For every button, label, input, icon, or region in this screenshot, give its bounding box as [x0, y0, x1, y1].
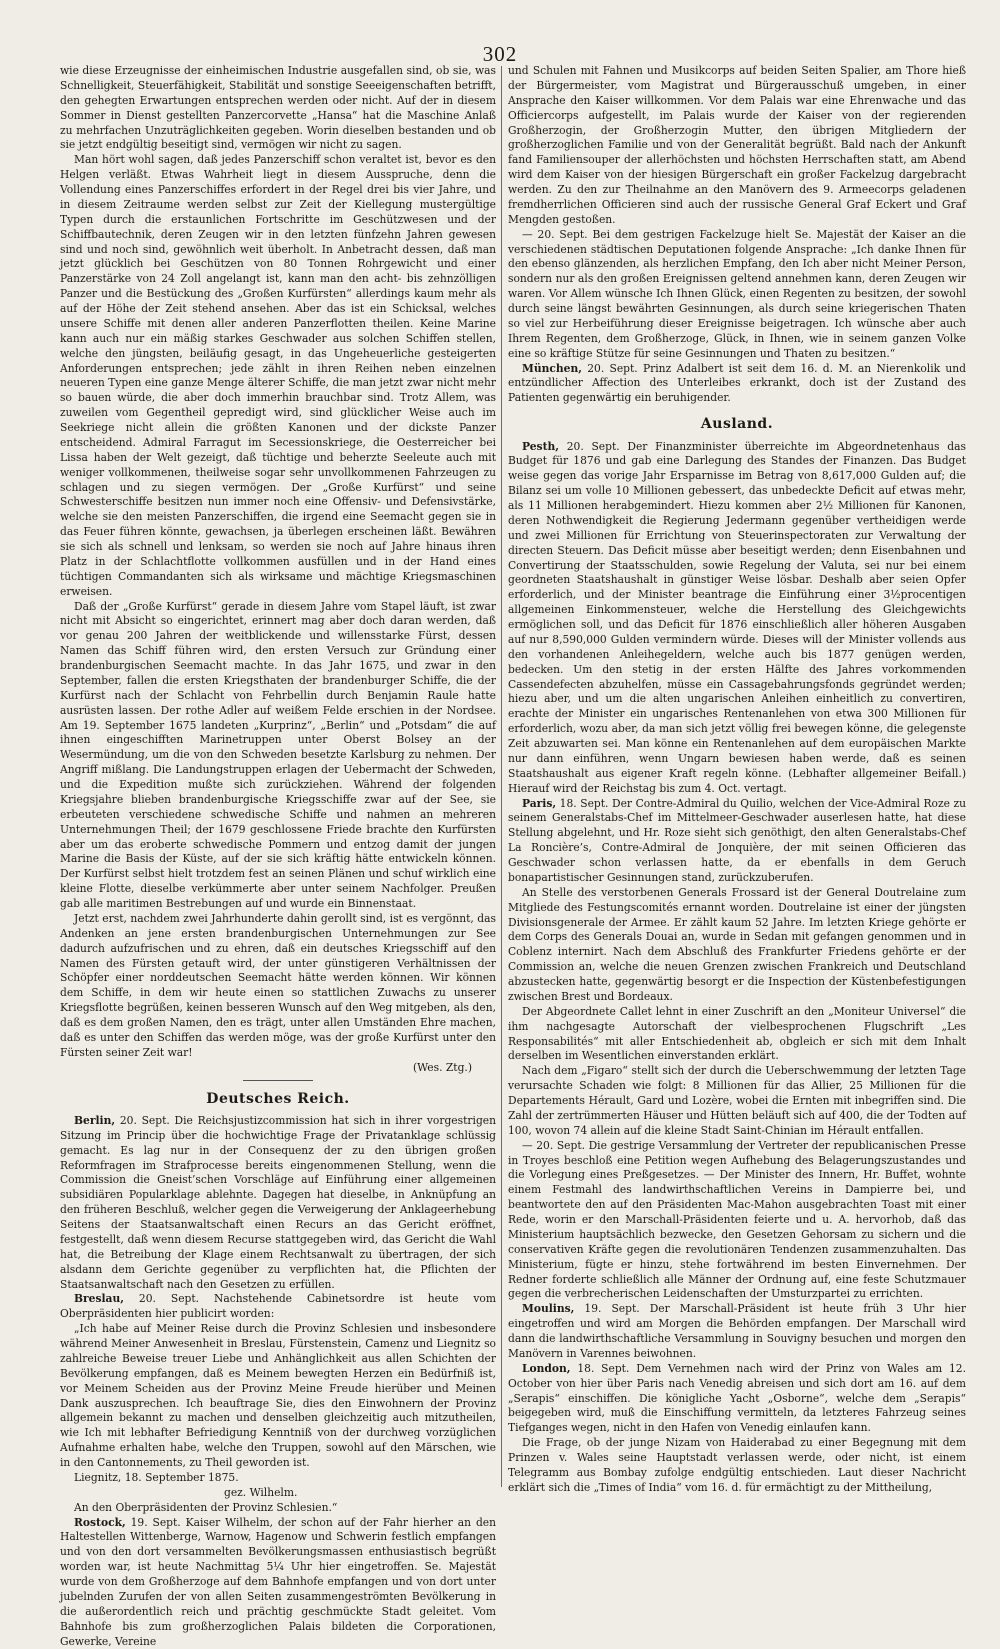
paragraph: — 20. Sept. Die gestrige Versammlung der Vertreter der republicanischen Presse in Troyes beschloß eine Petition wegen Aufhebung des Belagerungszustandes und die Vorlegung eines Preßgesetzes. — Der Minister des Innern, Hr. Buffet, wohnte einem Festmahl des landwirthschaftlichen Vereins in Dampierre bei, und beantwortete den auf den Präsidenten Mac-Mahon ausgebrachten Toast mit einer Rede, worin er den Marschall-Präsidenten feierte und u. A. hervorhob, daß das Ministerium hauptsächlich bezwecke, den Gesetzen Gehorsam zu sichern und die conservativen Kräfte gegen die revolutionären Tendenzen zusammenzuhalten. Das Ministerium, fügte er hinzu, stehe fortwährend im besten Einvernehmen. Der Redner forderte schließlich alle Männer der Ordnung auf, eine feste Schutzmauer gegen die verbrecherischen Leidenschaften der Umsturzpartei zu errichten.	[508, 1138, 966, 1301]
right-column	[508, 64, 966, 1493]
dateline-place: Breslau,	[74, 1292, 124, 1306]
paragraph: — 20. Sept. Bei dem gestrigen Fackelzuge hielt Se. Majestät der Kaiser an die verschiedenen städtischen Deputationen folgende Ansprache: „Ich danke Ihnen für den ebenso glänzenden, als herzlichen Empfang, den Ich aber nicht Meiner Person, sondern nur als den großen Ereignissen geltend annehmen kann, deren Zeugen wir waren. Vor Allem wünsche Ich Ihnen Glück, einen Regenten zu besitzen, der sowohl durch seine längst bewährten Gesinnungen, als durch seine kriegerischen Thaten so viel zur Herbeiführung dieser Ereignisse beigetragen. Ich wünsche aber auch Ihrem Regenten, dem Großherzoge, Glück, in Ihnen, wie in seinem ganzen Volke eine so kräftige Stütze für seine Gesinnungen und Thaten zu besitzen.“	[508, 227, 966, 360]
left-column	[60, 64, 496, 1648]
cabinet-order-text: „Ich habe auf Meiner Reise durch die Provinz Schlesien und insbesondere während Meiner Anwesenheit in Breslau, Fürstenstein, Camenz und Liegnitz so zahlreiche Beweise treuer Liebe und Anhänglichkeit aus allen Schichten der Bevölkerung empfangen, daß es Meinem bewegten Herzen ein Bedürfniß ist, vor Meinem Scheiden aus der Provinz Meine Freude hierüber und Meinen Dank auszusprechen. Ich beauftrage Sie, dies den Einwohnern der Provinz allgemein bekannt zu machen und denselben gleichzeitig auch mitzutheilen, wie Ich mit lebhafter Befriedigung Kenntniß von der durchweg vorzüglichen Aufnahme erhalten habe, welche den Truppen, sowohl auf den Märschen, wie in den Cantonnements, zu Theil geworden ist.	[60, 1322, 496, 1470]
section-heading-ausland: Ausland.	[700, 416, 774, 433]
dateline-place: Moulins,	[522, 1302, 575, 1316]
dateline-place: Pesth,	[522, 439, 559, 453]
article-muenchen	[508, 362, 966, 407]
article-london	[508, 1362, 966, 1436]
article-rostock	[60, 1516, 496, 1649]
order-date-line: Liegnitz, 18. September 1875.	[74, 1470, 239, 1484]
paragraph: Daß der „Große Kurfürst“ gerade in diesem Jahre vom Stapel läuft, ist zwar nicht mit Absicht so eingerichtet, erinnert mag aber doch daran werden, daß vor genau 200 Jahren der weitblickende und willensstarke Fürst, dessen Namen das Schiff führen wird, den ersten Versuch zur Gründung einer brandenburgischen Seemacht machte. In das Jahr 1675, und zwar in den September, fallen die ersten Kriegsthaten der brandenburger Schiffe, die der Kurfürst nach der Schlacht von Fehrbellin durch Benjamin Raule hatte ausrüsten lassen. Der rothe Adler auf weißem Felde erschien in der Nordsee. Am 19. September 1675 landeten „Kurprinz“, „Berlin“ und „Potsdam“ die auf ihnen eingeschifften Marinetruppen unter Oberst Bolsey an der Wesermündung, um die von den Schweden besetzte Karlsburg zu nehmen. Der Angriff mißlang. Die Landungstruppen erlagen der Uebermacht der Schweden, und die Expedition mußte sich zurückziehen. Während der folgenden Kriegsjahre blieben brandenburgische Kriegsschiffe zwar auf der See, sie erbeuteten verschiedene schwedische Schiffe und nahmen an mehreren Unternehmungen Theil; der 1679 geschlossene Friede brachte den Kurfürsten aber um das eroberte schwedische Pommern und entzog damit der jungen Marine die Basis der Küste, auf der sie sich kräftig hätte entwickeln können. Der Kurfürst selbst hielt trotzdem fest an seinen Plänen und schuf wirklich eine kleine Flotte, dieselbe verkümmerte aber unter seinem Nachfolger. Preußen gab alle maritimen Bestrebungen auf und wurde ein Binnenstaat.	[60, 599, 496, 910]
paragraph: und Schulen mit Fahnen und Musikcorps auf beiden Seiten Spalier, am Thore hieß der Bürgermeister, vom Magistrat und Bürgerausschuß umgeben, in einer Ansprache den Kaiser willkommen. Vor dem Palais war eine Ehrenwache und das Officiercorps aufgestellt, im Palais wurde der Kaiser von der regierenden Großherzogin, der Großherzogin Mutter, den übrigen Mitgliedern der großherzoglichen Familie und von der Generalität begrüßt. Bald nach der Ankunft fand Familiensouper der allerhöchsten und höchsten Herrschaften statt, am Abend wird dem Kaiser von der hiesigen Bürgerschaft ein großer Fackelzug dargebracht werden. Zu den zur Theilnahme an den Manövern des 9. Armeecorps geladenen fremdherrlichen Officieren sind auch der russische General Graf Eckert und Graf Mengden gestoßen.	[508, 64, 966, 226]
section-heading-deutsches-reich: Deutsches Reich.	[206, 1090, 350, 1107]
article-text: 18. Sept. Der Contre-Admiral du Quilio, welchen der Vice-Admiral Roze zu seinem Generalstabs-Chef im Mittelmeer-Geschwader auserlesen hatte, hat diese Stellung abgelehnt, und Hr. Roze sieht sich genöthigt, den alten Generalstabs-Chef La Roncière’s, Contre-Admiral de Jonquière, der mit seinen Officieren das Geschwader schon verlassen hatte, da er ebenfalls in dem Geruch bonapartistischer Gesinnungen stand, zurückzuberufen.	[508, 796, 966, 884]
paragraph: An Stelle des verstorbenen Generals Frossard ist der General Doutrelaine zum Mitgliede des Festungscomités ernannt worden. Doutrelaine ist einer der jüngsten Divisionsgenerale der Armee. Er zählt kaum 52 Jahre. Im letzten Kriege gehörte er dem Corps des Generals Douai an, wurde in Sedan mit gefangen genommen und in Coblenz internirt. Nach dem Abschluß des Frankfurter Friedens gehörte er der Commission an, welche die neuen Grenzen zwischen Frankreich und Deutschland abzustecken hatte, gegenwärtig besorgt er die Inspection der Küstenbefestigungen zwischen Brest und Bordeaux.	[508, 885, 966, 1003]
article-berlin	[60, 1114, 496, 1293]
article-text: 19. Sept. Der Marschall-Präsident ist heute früh 3 Uhr hier eingetroffen und wird am Morgen die Behörden empfangen. Der Marschall wird dann die landwirthschaftliche Versammlung in Souvigny besuchen und morgen den Manövern in Varennes beiwohnen.	[508, 1302, 966, 1360]
dateline-place: Rostock,	[74, 1515, 126, 1529]
article-pesth	[508, 440, 966, 797]
paragraph: Man hört wohl sagen, daß jedes Panzerschiff schon veraltet ist, bevor es den Helgen verläßt. Etwas Wahrheit liegt in diesem Ausspruche, denn die Vollendung eines Panzerschiffes erfordert in der Regel drei bis vier Jahre, und in diesem Zeitraume werden selbst zur Zeit der Kiellegung mustergültige Typen durch die erstaunlichen Fortschritte im Geschützwesen und der Schiffbautechnik, deren Zeugen wir in den letzten fünfzehn Jahren gewesen sind und noch sind, gewöhnlich weit überholt. In Anbetracht dessen, daß man jetzt glücklich bei Geschützen von 80 Tonnen Rohrgewicht und einer Panzerstärke von 24 Zoll angelangt ist, kann man den acht- bis zehnzölligen Panzer und die Bestückung des „Großen Kurfürsten“ allerdings kaum mehr als auf der Höhe der Zeit stehend ansehen. Aber das ist ein Schicksal, welches unsere Schiffe mit denen aller anderen Panzerflotten theilen. Keine Marine kann auch nur ein mäßig starkes Geschwader aus solchen Schiffen stellen, welche den jüngsten, beiläufig gesagt, in das Ungeheuerliche gesteigerten Anforderungen entsprechen; jede zählt in ihren Reihen neben einzelnen neueren Typen eine ganze Menge älterer Schiffe, die man jetzt zwar nicht mehr so bauen würde, die aber doch immerhin brauchbar sind. Trotz Allem, was zuweilen vom Gegentheil gepredigt wird, sind glücklicher Weise auch im Seekriege nicht allein die größten Kanonen und der dickste Panzer entscheidend. Admiral Farragut im Secessionskriege, die Oesterreicher bei Lissa haben der Welt gezeigt, daß tüchtige und beherzte Seeleute auch mit weniger vollkommenen, theilweise sogar sehr unvollkommenen Fahrzeugen zu schlagen und zu siegen vermögen. Der „Große Kurfürst“ und seine Schwesterschiffe besitzen nun immer noch eine Offensiv- und Defensivstärke, welche sie den meisten Panzerschiffen, die irgend eine Seemacht gegen sie in das Feuer führen könnte, gewachsen, ja überlegen erscheinen läßt. Bewähren sie sich als schnell und lenksam, so werden sie noch auf Jahre hinaus ihren Platz in der Schlachtflotte vollkommen ausfüllen und in der Hand eines tüchtigen Commandanten sich als wirksame und mächtige Kriegsmaschinen erweisen.	[60, 153, 496, 598]
article-text: 20. Sept. Der Finanzminister überreichte im Abgeordnetenhaus das Budget für 1876 und gab eine Darlegung des Standes der Finanzen. Das Budget weise gegen das vorige Jahr Ersparnisse im Betrag von 8,617,000 Gulden auf; die Bilanz sei um volle 10 Millionen gebessert, das unbedeckte Deficit auf etwas mehr, als 11 Millionen herabgemindert. Hiezu kommen aber 2½ Millionen für Kanonen, deren Nothwendigkeit die Regierung Jedermann gegenüber vertheidigen werde und zwei Millionen für Errichtung von Steuerinspectoraten zur Verwaltung der directen Steuern. Das Deficit müsse aber beseitigt werden; denn Eisenbahnen und Convertirung der Staatsschulden, sowie Regelung der Valuta, sei nur bei einem geordneten Staatshaushalt in günstiger Weise lösbar. Deshalb aber seien Opfer erforderlich, und der Minister beantrage die Einführung einer 3½procentigen allgemeinen Einkommensteuer, welche die Herstellung des Gleichgewichts ermöglichen soll, und das Deficit für 1876 einschließlich aller höheren Ausgaben auf nur 8,590,000 Gulden vermindern würde. Dieses will der Minister vollends aus den vorhandenen Anleihegeldern, welche auch bis 1877 genügen werden, bedecken. Um den stetig in der ersten Hälfte des Jahres vorkommenden Cassendefecten abzuhelfen, müsse ein Cassagebahrungsfonds gegründet werden; hiezu aber, und um die alten ungarischen Anleihen einheitlich zu convertiren, erachte der Minister ein ungarisches Rentenanlehen von etwa 300 Millionen für erforderlich, wozu aber, da man sich jetzt völlig frei bewegen könne, die gelegenste Zeit abzuwarten sei. Man könne ein Rentenanlehen auf dem europäischen Markte nur dann einführen, wenn Ungarn bewiesen haben werde, daß es seinen Staatshaushalt aus eigener Kraft regeln könne. (Lebhafter allgemeiner Beifall.) Hierauf wird der Reichstag bis zum 4. Oct. vertagt.	[508, 439, 966, 795]
article-text: 18. Sept. Dem Vernehmen nach wird der Prinz von Wales am 12. October von hier über Paris nach Venedig abreisen und sich dort am 16. auf dem „Serapis“ einschiffen. Die königliche Yacht „Osborne“, welche dem „Serapis“ beigegeben wird, muß die Einschiffung vermitteln, da letzteres Fahrzeug seines Tiefganges wegen, nicht in den Hafen von Venedig einlaufen kann.	[508, 1361, 966, 1435]
article-text: 20. Sept. Nachstehende Cabinetsordre ist heute vom Oberpräsidenten hier publicirt worden:	[60, 1292, 496, 1321]
dateline-place: Paris,	[522, 796, 557, 810]
article-breslau	[60, 1292, 496, 1322]
section-rule	[243, 1080, 313, 1081]
dateline-place: Berlin,	[74, 1113, 116, 1127]
page-number: 302	[482, 42, 518, 66]
paragraph: Der Abgeordnete Callet lehnt in einer Zuschrift an den „Moniteur Universel“ die ihm nachgesagte Autorschaft der vielbesprochenen Flugschrift „Les Responsabilités“ mit aller Entschiedenheit ab, obgleich er sich mit dem Inhalt derselben im Wesentlichen einverstanden erklärt.	[508, 1004, 966, 1063]
article-text: 19. Sept. Kaiser Wilhelm, der schon auf der Fahr hierher an den Haltestellen Wittenberge, Warnow, Hagenow und Schwerin festlich empfangen und von den dort versammelten Bevölkerungsmassen enthusiastisch begrüßt worden war, ist heute Nachmittag 5¼ Uhr hier eingetroffen. Se. Majestät wurde von dem Großherzoge auf dem Bahnhofe empfangen und von dort unter jubelnden Zurufen der von allen Seiten zusammengeströmten Bevölkerung in die außerordentlich reich und prächtig geschmückte Stadt geleitet. Vom Bahnhofe bis zum großherzoglichen Palais bildeten die Corporationen, Gewerke, Vereine	[60, 1515, 496, 1648]
paragraph: wie diese Erzeugnisse der einheimischen Industrie ausgefallen sind, ob sie, was Schnelligkeit, Steuerfähigkeit, Stabilität und sonstige Seeeigenschaften betrifft, den gehegten Erwartungen entsprechen werden oder nicht. Auf der in diesem Sommer in Dienst gestellten Panzercorvette „Hansa“ hat die Maschine Anlaß zu mehrfachen Unzuträglichkeiten gegeben. Worin dieselben bestanden und ob sie jetzt endgültig beseitigt sind, vermögen wir nicht zu sagen.	[60, 64, 496, 152]
column-divider	[501, 66, 502, 1487]
order-addressee: An den Oberpräsidenten der Provinz Schlesien.“	[74, 1500, 338, 1514]
dateline-place: London,	[522, 1361, 571, 1375]
article-text: 20. Sept. Prinz Adalbert ist seit dem 16. d. M. an Nierenkolik und entzündlicher Affection des Unterleibes erkrankt, doch ist der Zustand des Patienten gegenwärtig ein beruhigender.	[508, 361, 966, 405]
article-text: 20. Sept. Die Reichsjustizcommission hat sich in ihrer vorgestrigen Sitzung im Princip über die hochwichtige Frage der Privatanklage schlüssig gemacht. Es lag nur in der Consequenz der zu den übrigen großen Reformfragen im Strafprocesse bereits eingenommenen Stellung, wenn die Commission die Gneist’schen Vorschläge auf Einführung einer allgemeinen subsidiären Popularklage ablehnte. Dagegen hat dieselbe, in Anknüpfung an den früheren Beschluß, welcher gegen die Verweigerung der Anklageerhebung Seitens der Staatsanwaltschaft einen Recurs an das Gericht eröffnet, festgestellt, daß wenn diesem Recurse stattgegeben wird, das Gericht die Wahl hat, die Betreibung der Klage einem Rechtsanwalt zu übertragen, der sich alsdann dem Gerichte gegenüber zu verpflichten hat, die Pflichten der Staatsanwaltschaft nach den Gesetzen zu erfüllen.	[60, 1113, 496, 1291]
paragraph: Die Frage, ob der junge Nizam von Haiderabad zu einer Begegnung mit dem Prinzen v. Wales seine Hauptstadt verlassen werde, oder nicht, ist einem Telegramm aus Bombay zufolge endgültig entschieden. Laut dieser Nachricht erklärt sich die „Times of India“ vom 16. d. für ermächtigt zu der Mittheilung,	[508, 1436, 966, 1494]
article-paris	[508, 797, 966, 886]
source-citation: (Wes. Ztg.)	[412, 1060, 472, 1074]
order-signature: gez. Wilhelm.	[224, 1485, 298, 1499]
article-moulins	[508, 1302, 966, 1362]
dateline-place: München,	[522, 361, 582, 375]
paragraph: Jetzt erst, nachdem zwei Jahrhunderte dahin gerollt sind, ist es vergönnt, das Andenken an jene ersten brandenburgischen Unternehmungen zur See dadurch aufzufrischen und zu ehren, daß ein deutsches Kriegsschiff auf den Namen des Fürsten getauft wird, der unter günstigeren Verhältnissen der Schöpfer einer norddeutschen Seemacht hätte werden können. Wir können dem Schiffe, in dem wir heute einen so stattlichen Zuwachs zu unserer Kriegsflotte begrüßen, keinen besseren Wunsch auf den Weg mitgeben, als den, daß es dem großen Namen, den es trägt, unter allen Umständen Ehre machen, daß es unter den Schiffen das werden möge, was der große Kurfürst unter den Fürsten seiner Zeit war!	[60, 911, 496, 1059]
paragraph: Nach dem „Figaro“ stellt sich der durch die Ueberschwemmung der letzten Tage verursachte Schaden wie folgt: 8 Millionen für das Allier, 25 Millionen für die Departements Hérault, Gard und Lozère, wobei die Ernten mit inbegriffen sind. Die Zahl der zertrümmerten Häuser und Hütten beläuft sich auf 400, die der Todten auf 100, wovon 74 allein auf die kleine Stadt Saint-Chinian im Hérault entfallen.	[508, 1064, 966, 1137]
